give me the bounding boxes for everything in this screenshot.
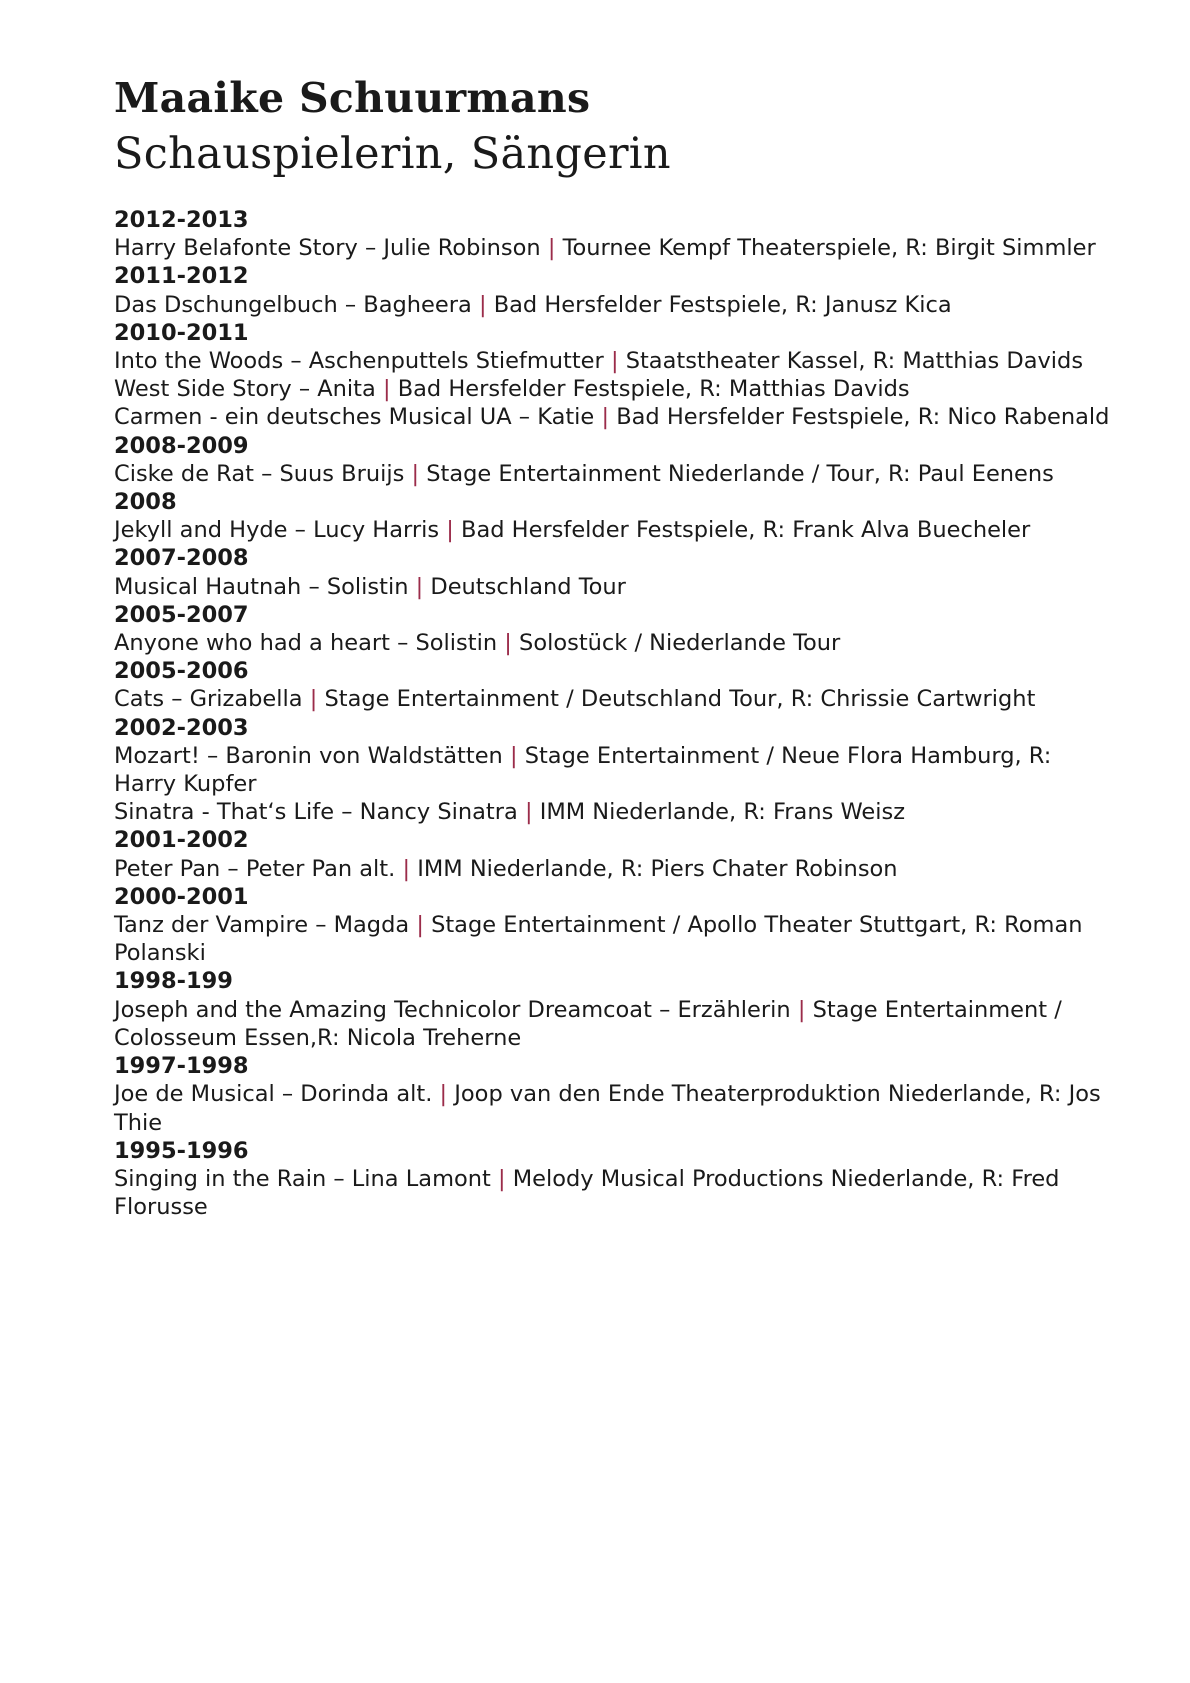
document-page <box>114 72 1114 1221</box>
role-entry <box>114 742 1114 798</box>
role-title: Carmen - ein deutsches Musical UA – Katie <box>114 404 595 431</box>
separator-bar: | <box>601 404 610 431</box>
role-title: Into the Woods – Aschenputtels Stiefmutter <box>114 348 604 375</box>
year-heading: 2002-2003 <box>114 714 249 741</box>
role-title: Anyone who had a heart – Solistin <box>114 630 498 657</box>
role-entry <box>114 1080 1114 1136</box>
role-title: Singing in the Rain – Lina Lamont <box>114 1165 491 1192</box>
production-details: Stage Entertainment Niederlande / Tour, R: Paul Eenens <box>426 460 1054 487</box>
year-heading: 2011-2012 <box>114 263 249 290</box>
role-entry <box>114 685 1114 713</box>
separator-bar: | <box>446 517 454 544</box>
year-heading: 2007-2008 <box>114 545 249 572</box>
year-heading: 1995-1996 <box>114 1137 249 1164</box>
year-heading: 1998-199 <box>114 968 233 995</box>
production-details: Solostück / Niederlande Tour <box>519 630 841 657</box>
role-entry <box>114 911 1114 967</box>
role-entry <box>114 798 1114 826</box>
role-title: Tanz der Vampire – Magda <box>114 912 410 939</box>
role-title: Peter Pan – Peter Pan alt. <box>114 855 396 882</box>
role-title: Mozart! – Baronin von Waldstätten <box>114 742 503 769</box>
separator-bar: | <box>382 376 391 403</box>
role-title: Harry Belafonte Story – Julie Robinson <box>114 235 541 262</box>
production-details: Deutschland Tour <box>430 573 626 600</box>
separator-bar: | <box>478 291 487 318</box>
role-entry <box>114 291 1114 319</box>
role-title: Cats – Grizabella <box>114 686 303 713</box>
production-details: Stage Entertainment / Colosseum Essen,R: Nicola Treherne <box>114 996 1062 1051</box>
year-heading: 2005-2007 <box>114 601 249 628</box>
role-title: Musical Hautnah – Solistin <box>114 573 409 600</box>
separator-bar: | <box>415 573 424 600</box>
year-heading: 2001-2002 <box>114 827 249 854</box>
role-title: Joseph and the Amazing Technicolor Dreamcoat – Erzählerin <box>114 996 791 1023</box>
production-details: IMM Niederlande, R: Frans Weisz <box>539 799 906 826</box>
role-entry <box>114 629 1114 657</box>
role-entry <box>114 573 1114 601</box>
role-entry <box>114 460 1114 488</box>
year-heading: 2000-2001 <box>114 883 249 910</box>
production-details: IMM Niederlande, R: Piers Chater Robinson <box>417 855 898 882</box>
production-details: Joop van den Ende Theaterproduktion Niederlande, R: Jos Thie <box>114 1081 1101 1136</box>
role-entry <box>114 375 1114 403</box>
production-details: Stage Entertainment / Apollo Theater Stuttgart, R: Roman Polanski <box>114 912 1083 967</box>
separator-bar: | <box>504 630 512 657</box>
role-entry <box>114 1165 1114 1221</box>
year-heading: 2008-2009 <box>114 432 249 459</box>
separator-bar: | <box>439 1081 448 1108</box>
year-heading: 2012-2013 <box>114 207 249 233</box>
role-entry <box>114 403 1114 431</box>
role-entry <box>114 234 1114 262</box>
separator-bar: | <box>411 460 420 487</box>
separator-bar: | <box>797 996 806 1023</box>
separator-bar: | <box>416 912 424 939</box>
production-details: Bad Hersfelder Festspiele, R: Matthias Davids <box>397 376 910 403</box>
separator-bar: | <box>309 686 318 713</box>
year-heading: 1997-1998 <box>114 1053 249 1080</box>
production-details: Tournee Kempf Theaterspiele, R: Birgit Simmler <box>562 235 1096 262</box>
production-details: Stage Entertainment / Deutschland Tour, R: Chrissie Cartwright <box>324 686 1036 713</box>
role-title: West Side Story – Anita <box>114 376 376 403</box>
separator-bar: | <box>547 235 556 262</box>
role-title: Das Dschungelbuch – Bagheera <box>114 291 472 318</box>
year-heading: 2008 <box>114 489 177 516</box>
role-title: Ciske de Rat – Suus Bruijs <box>114 460 405 487</box>
person-name: Maaike Schuurmans <box>114 74 591 122</box>
separator-bar: | <box>498 1165 506 1192</box>
role-entry <box>114 347 1114 375</box>
production-details: Stage Entertainment / Neue Flora Hamburg, R: Harry Kupfer <box>114 742 1052 798</box>
production-details: Bad Hersfelder Festspiele, R: Janusz Kica <box>493 291 952 318</box>
profession-subtitle: Schauspielerin, Sängerin <box>114 129 671 179</box>
role-entry <box>114 516 1114 544</box>
role-entry <box>114 855 1114 883</box>
year-heading: 2010-2011 <box>114 319 249 346</box>
role-title: Jekyll and Hyde – Lucy Harris <box>114 517 440 544</box>
role-entry <box>114 996 1114 1052</box>
separator-bar: | <box>610 348 619 375</box>
production-details: Bad Hersfelder Festspiele, R: Frank Alva Buecheler <box>461 517 1031 544</box>
separator-bar: | <box>509 742 518 769</box>
production-details: Staatstheater Kassel, R: Matthias Davids <box>625 348 1084 375</box>
year-heading: 2005-2006 <box>114 658 249 685</box>
separator-bar: | <box>402 855 411 882</box>
role-title: Joe de Musical – Dorinda alt. <box>114 1081 433 1108</box>
separator-bar: | <box>524 799 533 826</box>
career-list <box>114 206 1114 1221</box>
production-details: Bad Hersfelder Festspiele, R: Nico Rabenald <box>616 404 1110 431</box>
role-title: Sinatra - That‘s Life – Nancy Sinatra <box>114 799 518 826</box>
production-details: Melody Musical Productions Niederlande, R: Fred Florusse <box>114 1165 1060 1221</box>
